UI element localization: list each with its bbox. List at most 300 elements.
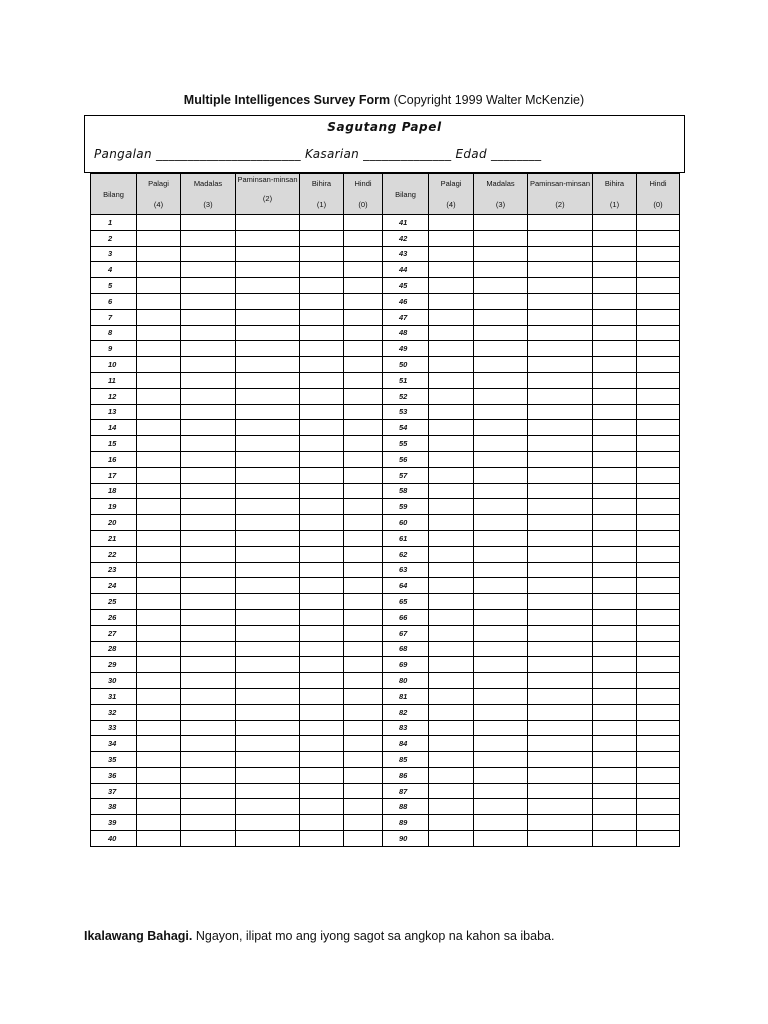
answer-cell-right[interactable] [528, 752, 593, 768]
answer-cell-right[interactable] [429, 246, 474, 262]
answer-cell-right[interactable] [637, 704, 680, 720]
answer-cell-left[interactable] [344, 420, 383, 436]
answer-cell-right[interactable] [528, 704, 593, 720]
answer-cell-left[interactable] [300, 815, 344, 831]
answer-cell-right[interactable] [528, 230, 593, 246]
answer-cell-right[interactable] [429, 436, 474, 452]
answer-cell-left[interactable] [300, 325, 344, 341]
answer-cell-right[interactable] [528, 357, 593, 373]
answer-cell-left[interactable] [181, 673, 236, 689]
answer-cell-left[interactable] [137, 815, 181, 831]
answer-cell-left[interactable] [181, 388, 236, 404]
answer-cell-right[interactable] [593, 578, 637, 594]
answer-cell-left[interactable] [236, 609, 300, 625]
answer-cell-left[interactable] [236, 278, 300, 294]
answer-cell-right[interactable] [637, 609, 680, 625]
answer-cell-right[interactable] [429, 483, 474, 499]
answer-cell-right[interactable] [637, 720, 680, 736]
answer-cell-right[interactable] [474, 815, 528, 831]
answer-cell-left[interactable] [236, 720, 300, 736]
answer-cell-left[interactable] [137, 704, 181, 720]
answer-cell-right[interactable] [593, 451, 637, 467]
answer-cell-left[interactable] [344, 404, 383, 420]
answer-cell-left[interactable] [344, 641, 383, 657]
answer-cell-left[interactable] [236, 799, 300, 815]
answer-cell-right[interactable] [528, 688, 593, 704]
answer-cell-right[interactable] [429, 451, 474, 467]
answer-cell-right[interactable] [593, 436, 637, 452]
answer-cell-right[interactable] [474, 293, 528, 309]
answer-cell-left[interactable] [344, 230, 383, 246]
answer-cell-left[interactable] [236, 641, 300, 657]
answer-cell-right[interactable] [429, 594, 474, 610]
answer-cell-left[interactable] [137, 625, 181, 641]
answer-cell-left[interactable] [300, 483, 344, 499]
answer-cell-left[interactable] [344, 278, 383, 294]
answer-cell-left[interactable] [344, 436, 383, 452]
answer-cell-left[interactable] [344, 293, 383, 309]
answer-cell-left[interactable] [181, 420, 236, 436]
answer-cell-right[interactable] [593, 372, 637, 388]
answer-cell-left[interactable] [137, 483, 181, 499]
answer-cell-left[interactable] [181, 215, 236, 231]
answer-cell-left[interactable] [344, 467, 383, 483]
answer-cell-right[interactable] [429, 704, 474, 720]
answer-cell-left[interactable] [137, 799, 181, 815]
answer-cell-right[interactable] [474, 767, 528, 783]
answer-cell-right[interactable] [528, 515, 593, 531]
answer-cell-left[interactable] [137, 578, 181, 594]
answer-cell-left[interactable] [137, 609, 181, 625]
answer-cell-left[interactable] [344, 262, 383, 278]
answer-cell-right[interactable] [593, 831, 637, 847]
answer-cell-right[interactable] [429, 641, 474, 657]
answer-cell-right[interactable] [474, 372, 528, 388]
answer-cell-right[interactable] [593, 799, 637, 815]
answer-cell-left[interactable] [236, 657, 300, 673]
answer-cell-right[interactable] [528, 546, 593, 562]
answer-cell-right[interactable] [429, 515, 474, 531]
answer-cell-right[interactable] [429, 230, 474, 246]
answer-cell-left[interactable] [181, 357, 236, 373]
answer-cell-left[interactable] [236, 341, 300, 357]
answer-cell-right[interactable] [528, 562, 593, 578]
answer-cell-right[interactable] [593, 688, 637, 704]
answer-cell-left[interactable] [344, 767, 383, 783]
answer-cell-right[interactable] [429, 546, 474, 562]
answer-cell-right[interactable] [474, 436, 528, 452]
answer-cell-left[interactable] [236, 357, 300, 373]
answer-cell-left[interactable] [181, 783, 236, 799]
answer-cell-right[interactable] [637, 215, 680, 231]
answer-cell-right[interactable] [637, 325, 680, 341]
answer-cell-left[interactable] [300, 657, 344, 673]
answer-cell-right[interactable] [429, 530, 474, 546]
answer-cell-right[interactable] [637, 420, 680, 436]
answer-cell-left[interactable] [137, 767, 181, 783]
answer-cell-left[interactable] [300, 388, 344, 404]
answer-cell-right[interactable] [593, 815, 637, 831]
answer-cell-left[interactable] [300, 467, 344, 483]
answer-cell-left[interactable] [236, 451, 300, 467]
age-field[interactable]: ________ [491, 147, 542, 161]
answer-cell-left[interactable] [300, 720, 344, 736]
answer-cell-left[interactable] [236, 309, 300, 325]
answer-cell-left[interactable] [181, 688, 236, 704]
answer-cell-left[interactable] [181, 546, 236, 562]
answer-cell-left[interactable] [300, 372, 344, 388]
answer-cell-right[interactable] [474, 609, 528, 625]
answer-cell-right[interactable] [637, 467, 680, 483]
answer-cell-right[interactable] [429, 215, 474, 231]
answer-cell-right[interactable] [528, 404, 593, 420]
answer-cell-left[interactable] [344, 546, 383, 562]
answer-cell-right[interactable] [474, 657, 528, 673]
answer-cell-right[interactable] [637, 594, 680, 610]
answer-cell-right[interactable] [474, 262, 528, 278]
answer-cell-right[interactable] [474, 578, 528, 594]
answer-cell-right[interactable] [429, 815, 474, 831]
answer-cell-right[interactable] [474, 309, 528, 325]
answer-cell-right[interactable] [637, 483, 680, 499]
answer-cell-right[interactable] [637, 673, 680, 689]
answer-cell-right[interactable] [593, 325, 637, 341]
answer-cell-left[interactable] [236, 704, 300, 720]
answer-cell-left[interactable] [181, 736, 236, 752]
answer-cell-right[interactable] [429, 262, 474, 278]
answer-cell-left[interactable] [137, 831, 181, 847]
answer-cell-left[interactable] [344, 720, 383, 736]
answer-cell-right[interactable] [474, 625, 528, 641]
answer-cell-right[interactable] [429, 278, 474, 294]
answer-cell-right[interactable] [593, 230, 637, 246]
answer-cell-right[interactable] [637, 372, 680, 388]
answer-cell-left[interactable] [137, 720, 181, 736]
answer-cell-left[interactable] [137, 451, 181, 467]
answer-cell-right[interactable] [429, 609, 474, 625]
gender-field[interactable]: ______________ [363, 147, 452, 161]
answer-cell-right[interactable] [637, 436, 680, 452]
answer-cell-right[interactable] [474, 246, 528, 262]
answer-cell-left[interactable] [300, 578, 344, 594]
answer-cell-left[interactable] [181, 515, 236, 531]
answer-cell-left[interactable] [300, 625, 344, 641]
answer-cell-right[interactable] [637, 815, 680, 831]
answer-cell-right[interactable] [528, 293, 593, 309]
answer-cell-right[interactable] [593, 341, 637, 357]
answer-cell-right[interactable] [528, 767, 593, 783]
answer-cell-right[interactable] [637, 530, 680, 546]
answer-cell-right[interactable] [474, 641, 528, 657]
answer-cell-right[interactable] [474, 499, 528, 515]
answer-cell-left[interactable] [300, 609, 344, 625]
answer-cell-left[interactable] [181, 625, 236, 641]
answer-cell-right[interactable] [474, 341, 528, 357]
answer-cell-right[interactable] [593, 404, 637, 420]
answer-cell-right[interactable] [474, 451, 528, 467]
answer-cell-left[interactable] [300, 215, 344, 231]
answer-cell-left[interactable] [344, 357, 383, 373]
answer-cell-right[interactable] [593, 388, 637, 404]
answer-cell-left[interactable] [300, 230, 344, 246]
answer-cell-left[interactable] [236, 767, 300, 783]
answer-cell-left[interactable] [236, 388, 300, 404]
answer-cell-left[interactable] [300, 499, 344, 515]
answer-cell-right[interactable] [528, 467, 593, 483]
answer-cell-right[interactable] [528, 578, 593, 594]
answer-cell-right[interactable] [637, 278, 680, 294]
answer-cell-right[interactable] [528, 436, 593, 452]
answer-cell-left[interactable] [181, 325, 236, 341]
answer-cell-left[interactable] [137, 688, 181, 704]
answer-cell-left[interactable] [344, 609, 383, 625]
answer-cell-left[interactable] [236, 372, 300, 388]
answer-cell-right[interactable] [637, 341, 680, 357]
answer-cell-right[interactable] [528, 625, 593, 641]
answer-cell-right[interactable] [637, 688, 680, 704]
answer-cell-left[interactable] [344, 736, 383, 752]
answer-cell-left[interactable] [181, 720, 236, 736]
answer-cell-left[interactable] [344, 246, 383, 262]
answer-cell-right[interactable] [528, 673, 593, 689]
answer-cell-left[interactable] [300, 562, 344, 578]
answer-cell-left[interactable] [137, 388, 181, 404]
answer-cell-left[interactable] [344, 815, 383, 831]
answer-cell-left[interactable] [344, 562, 383, 578]
answer-cell-left[interactable] [137, 736, 181, 752]
answer-cell-right[interactable] [528, 720, 593, 736]
answer-cell-right[interactable] [429, 720, 474, 736]
answer-cell-right[interactable] [474, 357, 528, 373]
answer-cell-right[interactable] [528, 341, 593, 357]
answer-cell-right[interactable] [429, 309, 474, 325]
answer-cell-right[interactable] [528, 420, 593, 436]
answer-cell-right[interactable] [528, 530, 593, 546]
answer-cell-right[interactable] [593, 420, 637, 436]
answer-cell-right[interactable] [528, 831, 593, 847]
answer-cell-left[interactable] [236, 625, 300, 641]
answer-cell-right[interactable] [593, 609, 637, 625]
answer-cell-left[interactable] [181, 799, 236, 815]
answer-cell-right[interactable] [593, 594, 637, 610]
answer-cell-right[interactable] [637, 736, 680, 752]
answer-cell-left[interactable] [236, 815, 300, 831]
answer-cell-right[interactable] [429, 657, 474, 673]
answer-cell-left[interactable] [236, 404, 300, 420]
answer-cell-right[interactable] [637, 625, 680, 641]
answer-cell-right[interactable] [637, 388, 680, 404]
answer-cell-right[interactable] [637, 293, 680, 309]
answer-cell-left[interactable] [236, 293, 300, 309]
answer-cell-left[interactable] [181, 404, 236, 420]
answer-cell-right[interactable] [474, 688, 528, 704]
answer-cell-right[interactable] [474, 752, 528, 768]
answer-cell-left[interactable] [236, 246, 300, 262]
answer-cell-right[interactable] [593, 657, 637, 673]
answer-cell-right[interactable] [429, 673, 474, 689]
answer-cell-right[interactable] [429, 783, 474, 799]
answer-cell-left[interactable] [181, 594, 236, 610]
answer-cell-left[interactable] [181, 372, 236, 388]
answer-cell-left[interactable] [344, 673, 383, 689]
answer-cell-right[interactable] [429, 752, 474, 768]
answer-cell-left[interactable] [137, 293, 181, 309]
answer-cell-left[interactable] [181, 230, 236, 246]
answer-cell-right[interactable] [429, 341, 474, 357]
answer-cell-left[interactable] [181, 767, 236, 783]
answer-cell-left[interactable] [181, 609, 236, 625]
answer-cell-left[interactable] [137, 278, 181, 294]
answer-cell-left[interactable] [137, 404, 181, 420]
answer-cell-right[interactable] [637, 451, 680, 467]
answer-cell-left[interactable] [137, 562, 181, 578]
answer-cell-right[interactable] [593, 562, 637, 578]
answer-cell-left[interactable] [181, 704, 236, 720]
answer-cell-left[interactable] [344, 594, 383, 610]
answer-cell-right[interactable] [593, 293, 637, 309]
answer-cell-left[interactable] [137, 515, 181, 531]
answer-cell-right[interactable] [474, 530, 528, 546]
answer-cell-right[interactable] [528, 278, 593, 294]
answer-cell-right[interactable] [593, 467, 637, 483]
answer-cell-left[interactable] [344, 341, 383, 357]
answer-cell-right[interactable] [429, 325, 474, 341]
answer-cell-left[interactable] [181, 831, 236, 847]
answer-cell-right[interactable] [593, 278, 637, 294]
answer-cell-right[interactable] [593, 720, 637, 736]
answer-cell-left[interactable] [181, 562, 236, 578]
answer-cell-left[interactable] [236, 783, 300, 799]
answer-cell-left[interactable] [137, 546, 181, 562]
answer-cell-left[interactable] [300, 831, 344, 847]
answer-cell-left[interactable] [300, 783, 344, 799]
answer-cell-left[interactable] [181, 467, 236, 483]
answer-cell-left[interactable] [300, 594, 344, 610]
answer-cell-left[interactable] [236, 752, 300, 768]
answer-cell-left[interactable] [300, 262, 344, 278]
answer-cell-right[interactable] [429, 799, 474, 815]
answer-cell-left[interactable] [344, 309, 383, 325]
answer-cell-left[interactable] [236, 831, 300, 847]
answer-cell-left[interactable] [137, 215, 181, 231]
answer-cell-left[interactable] [236, 467, 300, 483]
answer-cell-left[interactable] [181, 641, 236, 657]
answer-cell-right[interactable] [474, 831, 528, 847]
answer-cell-left[interactable] [300, 278, 344, 294]
answer-cell-right[interactable] [637, 799, 680, 815]
answer-cell-right[interactable] [429, 767, 474, 783]
answer-cell-right[interactable] [474, 325, 528, 341]
answer-cell-left[interactable] [137, 372, 181, 388]
answer-cell-right[interactable] [429, 499, 474, 515]
answer-cell-right[interactable] [474, 720, 528, 736]
answer-cell-left[interactable] [344, 688, 383, 704]
answer-cell-right[interactable] [593, 546, 637, 562]
answer-cell-right[interactable] [429, 625, 474, 641]
answer-cell-left[interactable] [300, 688, 344, 704]
answer-cell-right[interactable] [474, 278, 528, 294]
answer-cell-right[interactable] [474, 704, 528, 720]
answer-cell-left[interactable] [300, 436, 344, 452]
answer-cell-left[interactable] [137, 357, 181, 373]
answer-cell-left[interactable] [236, 262, 300, 278]
answer-cell-right[interactable] [637, 309, 680, 325]
answer-cell-right[interactable] [593, 704, 637, 720]
answer-cell-right[interactable] [528, 451, 593, 467]
answer-cell-right[interactable] [593, 515, 637, 531]
answer-cell-left[interactable] [300, 752, 344, 768]
answer-cell-left[interactable] [181, 578, 236, 594]
answer-cell-left[interactable] [344, 657, 383, 673]
answer-cell-left[interactable] [300, 704, 344, 720]
answer-cell-right[interactable] [593, 357, 637, 373]
answer-cell-right[interactable] [474, 673, 528, 689]
answer-cell-right[interactable] [593, 783, 637, 799]
answer-cell-right[interactable] [429, 578, 474, 594]
answer-cell-right[interactable] [429, 404, 474, 420]
answer-cell-left[interactable] [344, 388, 383, 404]
answer-cell-right[interactable] [637, 641, 680, 657]
answer-cell-left[interactable] [300, 309, 344, 325]
answer-cell-right[interactable] [637, 783, 680, 799]
answer-cell-left[interactable] [137, 262, 181, 278]
answer-cell-right[interactable] [637, 357, 680, 373]
answer-cell-right[interactable] [637, 246, 680, 262]
answer-cell-left[interactable] [137, 783, 181, 799]
answer-cell-left[interactable] [300, 246, 344, 262]
answer-cell-left[interactable] [236, 673, 300, 689]
answer-cell-left[interactable] [300, 357, 344, 373]
answer-cell-left[interactable] [137, 309, 181, 325]
answer-cell-right[interactable] [593, 641, 637, 657]
answer-cell-right[interactable] [528, 309, 593, 325]
answer-cell-right[interactable] [429, 420, 474, 436]
answer-cell-right[interactable] [528, 783, 593, 799]
answer-cell-right[interactable] [528, 815, 593, 831]
answer-cell-left[interactable] [236, 325, 300, 341]
answer-cell-right[interactable] [474, 483, 528, 499]
answer-cell-right[interactable] [429, 372, 474, 388]
answer-cell-left[interactable] [137, 499, 181, 515]
answer-cell-left[interactable] [300, 515, 344, 531]
answer-cell-right[interactable] [637, 831, 680, 847]
answer-cell-right[interactable] [528, 483, 593, 499]
answer-cell-left[interactable] [181, 752, 236, 768]
answer-cell-right[interactable] [637, 578, 680, 594]
answer-cell-left[interactable] [181, 436, 236, 452]
answer-cell-left[interactable] [236, 230, 300, 246]
answer-cell-right[interactable] [593, 625, 637, 641]
answer-cell-right[interactable] [593, 215, 637, 231]
answer-cell-left[interactable] [300, 641, 344, 657]
answer-cell-left[interactable] [137, 752, 181, 768]
answer-cell-right[interactable] [429, 831, 474, 847]
answer-cell-left[interactable] [181, 262, 236, 278]
answer-cell-right[interactable] [593, 736, 637, 752]
answer-cell-right[interactable] [593, 309, 637, 325]
answer-cell-left[interactable] [344, 799, 383, 815]
answer-cell-left[interactable] [137, 230, 181, 246]
answer-cell-right[interactable] [637, 515, 680, 531]
answer-cell-right[interactable] [528, 262, 593, 278]
answer-cell-left[interactable] [344, 625, 383, 641]
answer-cell-left[interactable] [181, 278, 236, 294]
answer-cell-right[interactable] [528, 388, 593, 404]
answer-cell-right[interactable] [429, 357, 474, 373]
answer-cell-right[interactable] [429, 293, 474, 309]
answer-cell-right[interactable] [429, 467, 474, 483]
answer-cell-right[interactable] [528, 594, 593, 610]
